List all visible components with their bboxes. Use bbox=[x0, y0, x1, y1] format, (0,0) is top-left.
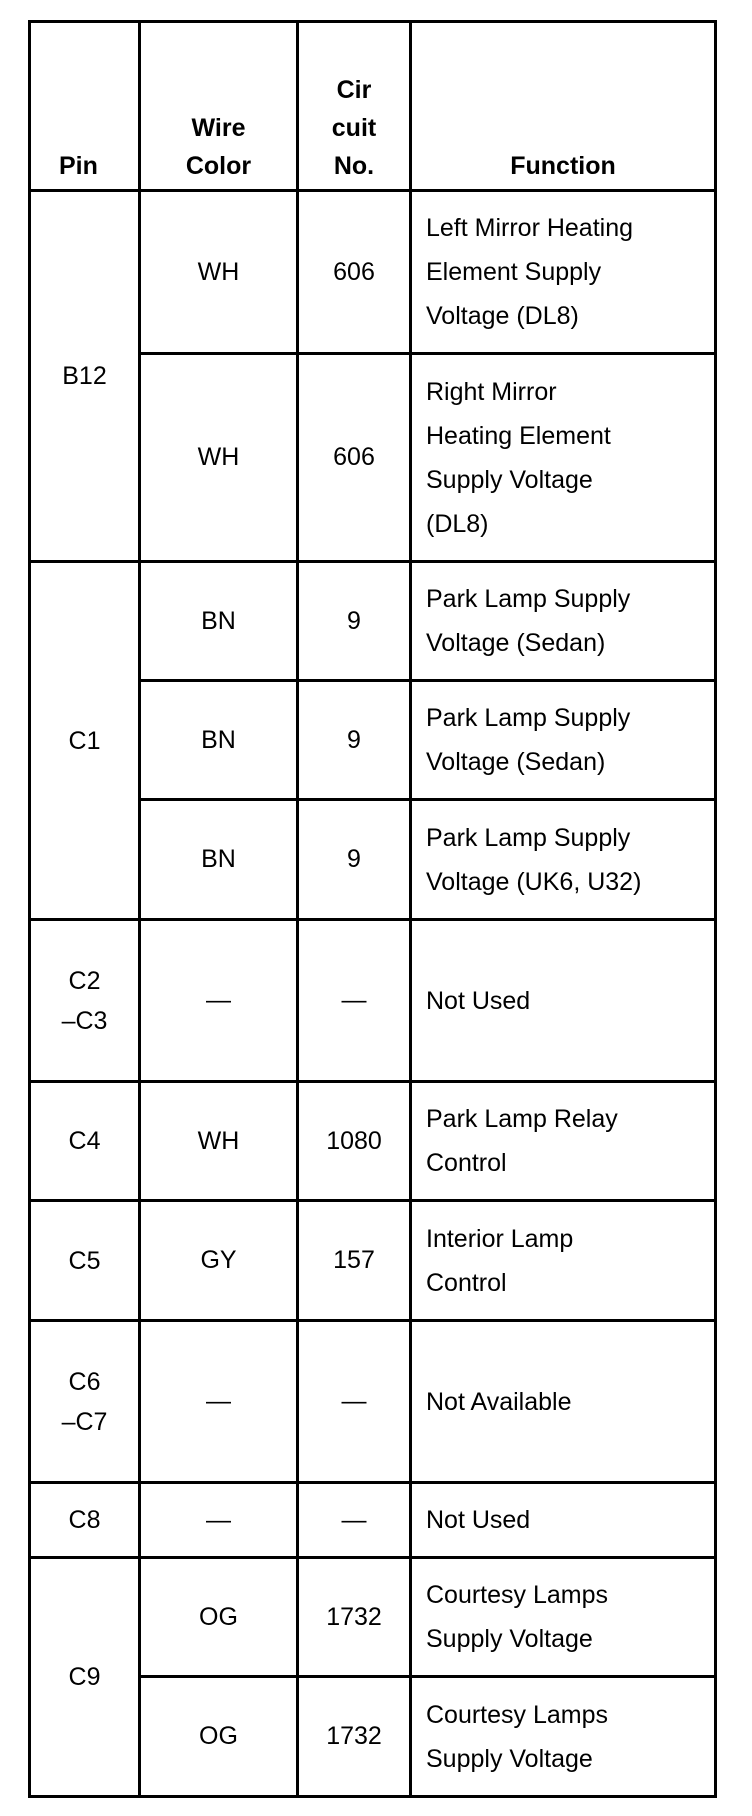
circuit-cell: 9 bbox=[298, 562, 411, 681]
circuit-cell: 1080 bbox=[298, 1082, 411, 1201]
function-cell: Park Lamp Supply Voltage (Sedan) bbox=[411, 681, 716, 800]
pin-cell: C9 bbox=[30, 1558, 140, 1797]
header-row bbox=[30, 22, 716, 191]
circuit-cell: 9 bbox=[298, 681, 411, 800]
function-cell: Not Available bbox=[411, 1321, 716, 1483]
circuit-cell: — bbox=[298, 1321, 411, 1483]
header-circuit-no: Cir cuit No. bbox=[298, 22, 411, 191]
wire-color-cell: — bbox=[140, 1321, 298, 1483]
function-cell: Left Mirror Heating Element Supply Voltage (DL8) bbox=[411, 191, 716, 354]
table-row bbox=[30, 1082, 716, 1201]
wire-color-cell: BN bbox=[140, 562, 298, 681]
wire-color-cell: — bbox=[140, 920, 298, 1082]
circuit-cell: 157 bbox=[298, 1201, 411, 1321]
table-row bbox=[30, 1483, 716, 1558]
pin-cell: C8 bbox=[30, 1483, 140, 1558]
function-cell: Interior Lamp Control bbox=[411, 1201, 716, 1321]
header-pin: Pin bbox=[30, 22, 140, 191]
pinout-table bbox=[28, 20, 717, 1798]
function-cell: Park Lamp Relay Control bbox=[411, 1082, 716, 1201]
function-cell: Not Used bbox=[411, 920, 716, 1082]
function-cell: Park Lamp Supply Voltage (UK6, U32) bbox=[411, 800, 716, 920]
table-row bbox=[30, 191, 716, 354]
pin-cell: C6 –C7 bbox=[30, 1321, 140, 1483]
wire-color-cell: BN bbox=[140, 800, 298, 920]
wire-color-cell: OG bbox=[140, 1677, 298, 1797]
function-cell: Not Used bbox=[411, 1483, 716, 1558]
wire-color-cell: BN bbox=[140, 681, 298, 800]
header-function: Function bbox=[411, 22, 716, 191]
table-row bbox=[30, 1201, 716, 1321]
function-cell: Park Lamp Supply Voltage (Sedan) bbox=[411, 562, 716, 681]
wire-color-cell: OG bbox=[140, 1558, 298, 1677]
pin-cell: C4 bbox=[30, 1082, 140, 1201]
circuit-cell: 606 bbox=[298, 354, 411, 562]
function-cell: Courtesy Lamps Supply Voltage bbox=[411, 1558, 716, 1677]
wire-color-cell: WH bbox=[140, 1082, 298, 1201]
wire-color-cell: WH bbox=[140, 191, 298, 354]
wire-color-cell: WH bbox=[140, 354, 298, 562]
circuit-cell: 1732 bbox=[298, 1677, 411, 1797]
table-row bbox=[30, 1321, 716, 1483]
table-row bbox=[30, 1558, 716, 1677]
pin-cell: C1 bbox=[30, 562, 140, 920]
table-row bbox=[30, 920, 716, 1082]
header-wire-color: Wire Color bbox=[140, 22, 298, 191]
function-cell: Courtesy Lamps Supply Voltage bbox=[411, 1677, 716, 1797]
pin-cell: B12 bbox=[30, 191, 140, 562]
pin-cell: C2 –C3 bbox=[30, 920, 140, 1082]
wire-color-cell: — bbox=[140, 1483, 298, 1558]
circuit-cell: 1732 bbox=[298, 1558, 411, 1677]
table-row bbox=[30, 562, 716, 681]
function-cell: Right Mirror Heating Element Supply Voltage (DL8) bbox=[411, 354, 716, 562]
circuit-cell: 9 bbox=[298, 800, 411, 920]
circuit-cell: — bbox=[298, 1483, 411, 1558]
circuit-cell: — bbox=[298, 920, 411, 1082]
circuit-cell: 606 bbox=[298, 191, 411, 354]
pin-cell: C5 bbox=[30, 1201, 140, 1321]
wire-color-cell: GY bbox=[140, 1201, 298, 1321]
